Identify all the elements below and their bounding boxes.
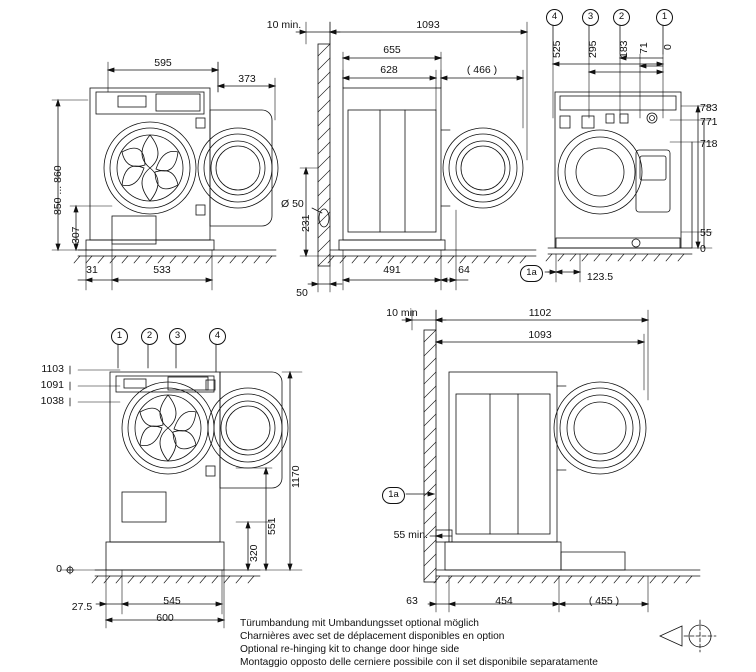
callout-3-bl[interactable]: 3 (169, 328, 186, 345)
dim-600: 600 (156, 612, 174, 624)
dim-0-right: 0 (700, 243, 706, 255)
note-fr: Charnières avec set de déplacement disponibles en option (240, 631, 505, 642)
callout-1[interactable]: 1 (656, 9, 673, 26)
dim-525: 525 (551, 40, 563, 58)
dim-320: 320 (248, 544, 260, 562)
dim-64: 64 (458, 264, 470, 276)
note-en: Optional re-hinging kit to change door hinge side (240, 644, 460, 655)
callout-2-bl[interactable]: 2 (141, 328, 158, 345)
dim-231: 231 (300, 214, 312, 232)
dim-455: ( 455 ) (588, 595, 620, 607)
callout-1-bl[interactable]: 1 (111, 328, 128, 345)
dim-55: 55 (700, 227, 712, 239)
dim-1170: 1170 (290, 465, 302, 488)
callout-4[interactable]: 4 (546, 9, 563, 26)
dim-718: 718 (700, 138, 718, 150)
dim-491: 491 (383, 264, 401, 276)
callout-3[interactable]: 3 (582, 9, 599, 26)
callout-1a-bottom[interactable]: 1a (382, 487, 405, 504)
dim-31: 31 (86, 264, 98, 276)
dim-1093-bottom: 1093 (528, 329, 552, 341)
callout-2[interactable]: 2 (613, 9, 630, 26)
dim-0-bottom-left: 0 (56, 563, 62, 575)
dim-63: 63 (406, 595, 418, 607)
dim-71: 71 (638, 42, 650, 54)
dim-373: 373 (238, 73, 256, 85)
dim-628: 628 (380, 64, 398, 76)
dim-595: 595 (154, 57, 172, 69)
dim-533: 533 (153, 264, 171, 276)
note-it: Montaggio opposto delle cerniere possibile con il set disponibile separatamente (240, 657, 598, 668)
dim-dia-50: Ø 50 (281, 198, 304, 210)
dim-783: 783 (700, 102, 718, 114)
dim-10-min-bottom: 10 min (386, 307, 418, 319)
dim-295: 295 (587, 40, 599, 58)
dim-27-5: 27.5 (71, 601, 93, 613)
dim-1093-top: 1093 (416, 19, 440, 31)
callout-1a[interactable]: 1a (520, 265, 543, 282)
dim-123-5: 123.5 (586, 271, 614, 283)
dim-466: ( 466 ) (466, 64, 498, 76)
dim-183: 183 (618, 40, 630, 58)
callout-4-bl[interactable]: 4 (209, 328, 226, 345)
dim-50: 50 (296, 287, 308, 299)
dim-1103: 1103 (41, 363, 64, 375)
dim-0-top-right: 0 (662, 44, 674, 50)
dim-55-min: 55 min. (393, 529, 428, 541)
dim-655: 655 (383, 44, 401, 56)
note-de: Türumbandung mit Umbandungsset optional möglich (240, 618, 479, 629)
dim-551: 551 (266, 517, 278, 535)
dim-454: 454 (495, 595, 513, 607)
dim-850-860: 850 ... 860 (52, 165, 64, 215)
dim-307: 307 (70, 226, 82, 244)
dim-545: 545 (163, 595, 181, 607)
dim-771: 771 (700, 116, 718, 128)
dim-1038: 1038 (40, 395, 64, 407)
dim-10-min-top: 10 min. (266, 19, 302, 31)
dim-1102: 1102 (528, 307, 552, 319)
dim-1091: 1091 (40, 379, 64, 391)
